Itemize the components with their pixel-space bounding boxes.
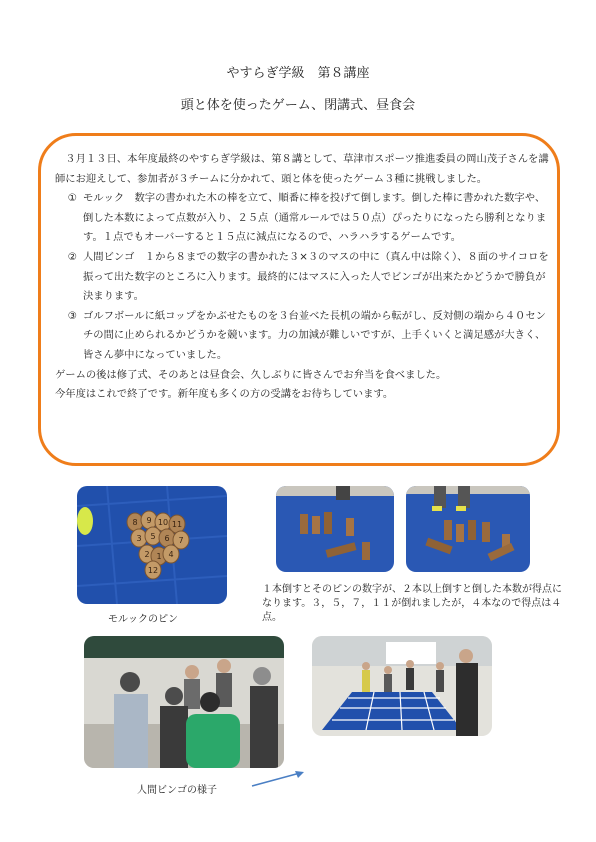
molkky-pins-photo	[77, 486, 227, 604]
pins-knocked-photo-1	[276, 486, 394, 572]
molkky-pin	[141, 511, 157, 529]
molkky-caption: モルックのピン	[108, 614, 178, 625]
list-item	[55, 189, 550, 248]
item-text: 人間ビンゴ １から８までの数字の書かれた３×３のマスの中に（真ん中は除く）、８面のサイコロを振って出た数字のところに入ります。最終的にはマスに入った人でビンゴが出来たかどうかで勝負が決まります。	[83, 250, 549, 303]
page-title: やすらぎ学級 第８講座	[226, 66, 370, 81]
pin-number: 8	[132, 518, 138, 527]
human-bingo-photo-2	[312, 636, 492, 736]
list-item	[55, 248, 550, 307]
pin-number: 4	[168, 550, 174, 559]
pin-number: 3	[136, 534, 142, 543]
article-body	[55, 150, 550, 405]
intro-paragraph: ３月１３日、本年度最終のやすらぎ学級は、第８講として、草津市スポーツ推進委員の岡山茂子さんを講師にお迎えして、参加者が３チームに分かれて、頭と体を使ったゲーム３種に挑戦しました。	[55, 153, 549, 185]
page-subtitle: 頭と体を使ったゲーム、閉講式、昼食会	[180, 98, 416, 113]
item-number: ②	[67, 250, 77, 263]
pin-number: 1	[156, 552, 162, 561]
bingo-caption: 人間ビンゴの様子	[137, 785, 217, 796]
arrow-icon	[248, 768, 308, 790]
pin-number: 12	[147, 566, 159, 575]
pins-knocked-photo-2	[406, 486, 530, 572]
item-number: ③	[67, 309, 77, 322]
human-bingo-photo-1	[84, 636, 284, 768]
pin-number: 5	[150, 532, 156, 541]
pin-number: 2	[144, 550, 150, 559]
pin-number: 10	[157, 518, 169, 527]
molkky-pin	[159, 529, 175, 547]
item-text: モルック 数字の書かれた木の棒を立て、順番に棒を投げて倒します。倒した棒に書かれた数字や、倒した本数によって点数が入り、２５点（通常ルールでは５０点）ぴったりになったら勝利となります。１点でもオーバーすると１５点に減点になるので、ハラハラするゲームです。	[83, 192, 547, 244]
pin-number: 7	[178, 536, 184, 545]
molkky-pin	[131, 529, 147, 547]
molkky-pin	[127, 513, 143, 531]
item-text: ゴルフボールに紙コップをかぶせたものを３台並べた長机の端から転がし、反対側の端から４０センチの間に止められるかどうかを競います。力の加減が難しいですが、上手くいくと満足感が大きく、皆さん夢中になっていました。	[83, 309, 546, 361]
scoring-caption: １本倒すとそのピンの数字が、２本以上倒すと倒した本数が得点になります。３，５，７，１１が倒れましたが，４本なので得点は４点。	[262, 584, 562, 623]
molkky-pin	[145, 527, 161, 545]
pin-number: 9	[146, 516, 152, 525]
molkky-pin	[163, 545, 179, 563]
closing-paragraph: 今年度はこれで終了です。新年度も多くの方の受講をお待ちしています。	[55, 388, 394, 401]
item-number: ①	[67, 192, 77, 205]
pin-number: 6	[164, 534, 170, 543]
closing-paragraph: ゲームの後は修了式、そのあとは昼食会、久しぶりに皆さんでお弁当を食べました。	[55, 368, 447, 381]
pin-number: 11	[171, 520, 183, 529]
molkky-pin	[145, 561, 161, 579]
list-item	[55, 307, 550, 366]
